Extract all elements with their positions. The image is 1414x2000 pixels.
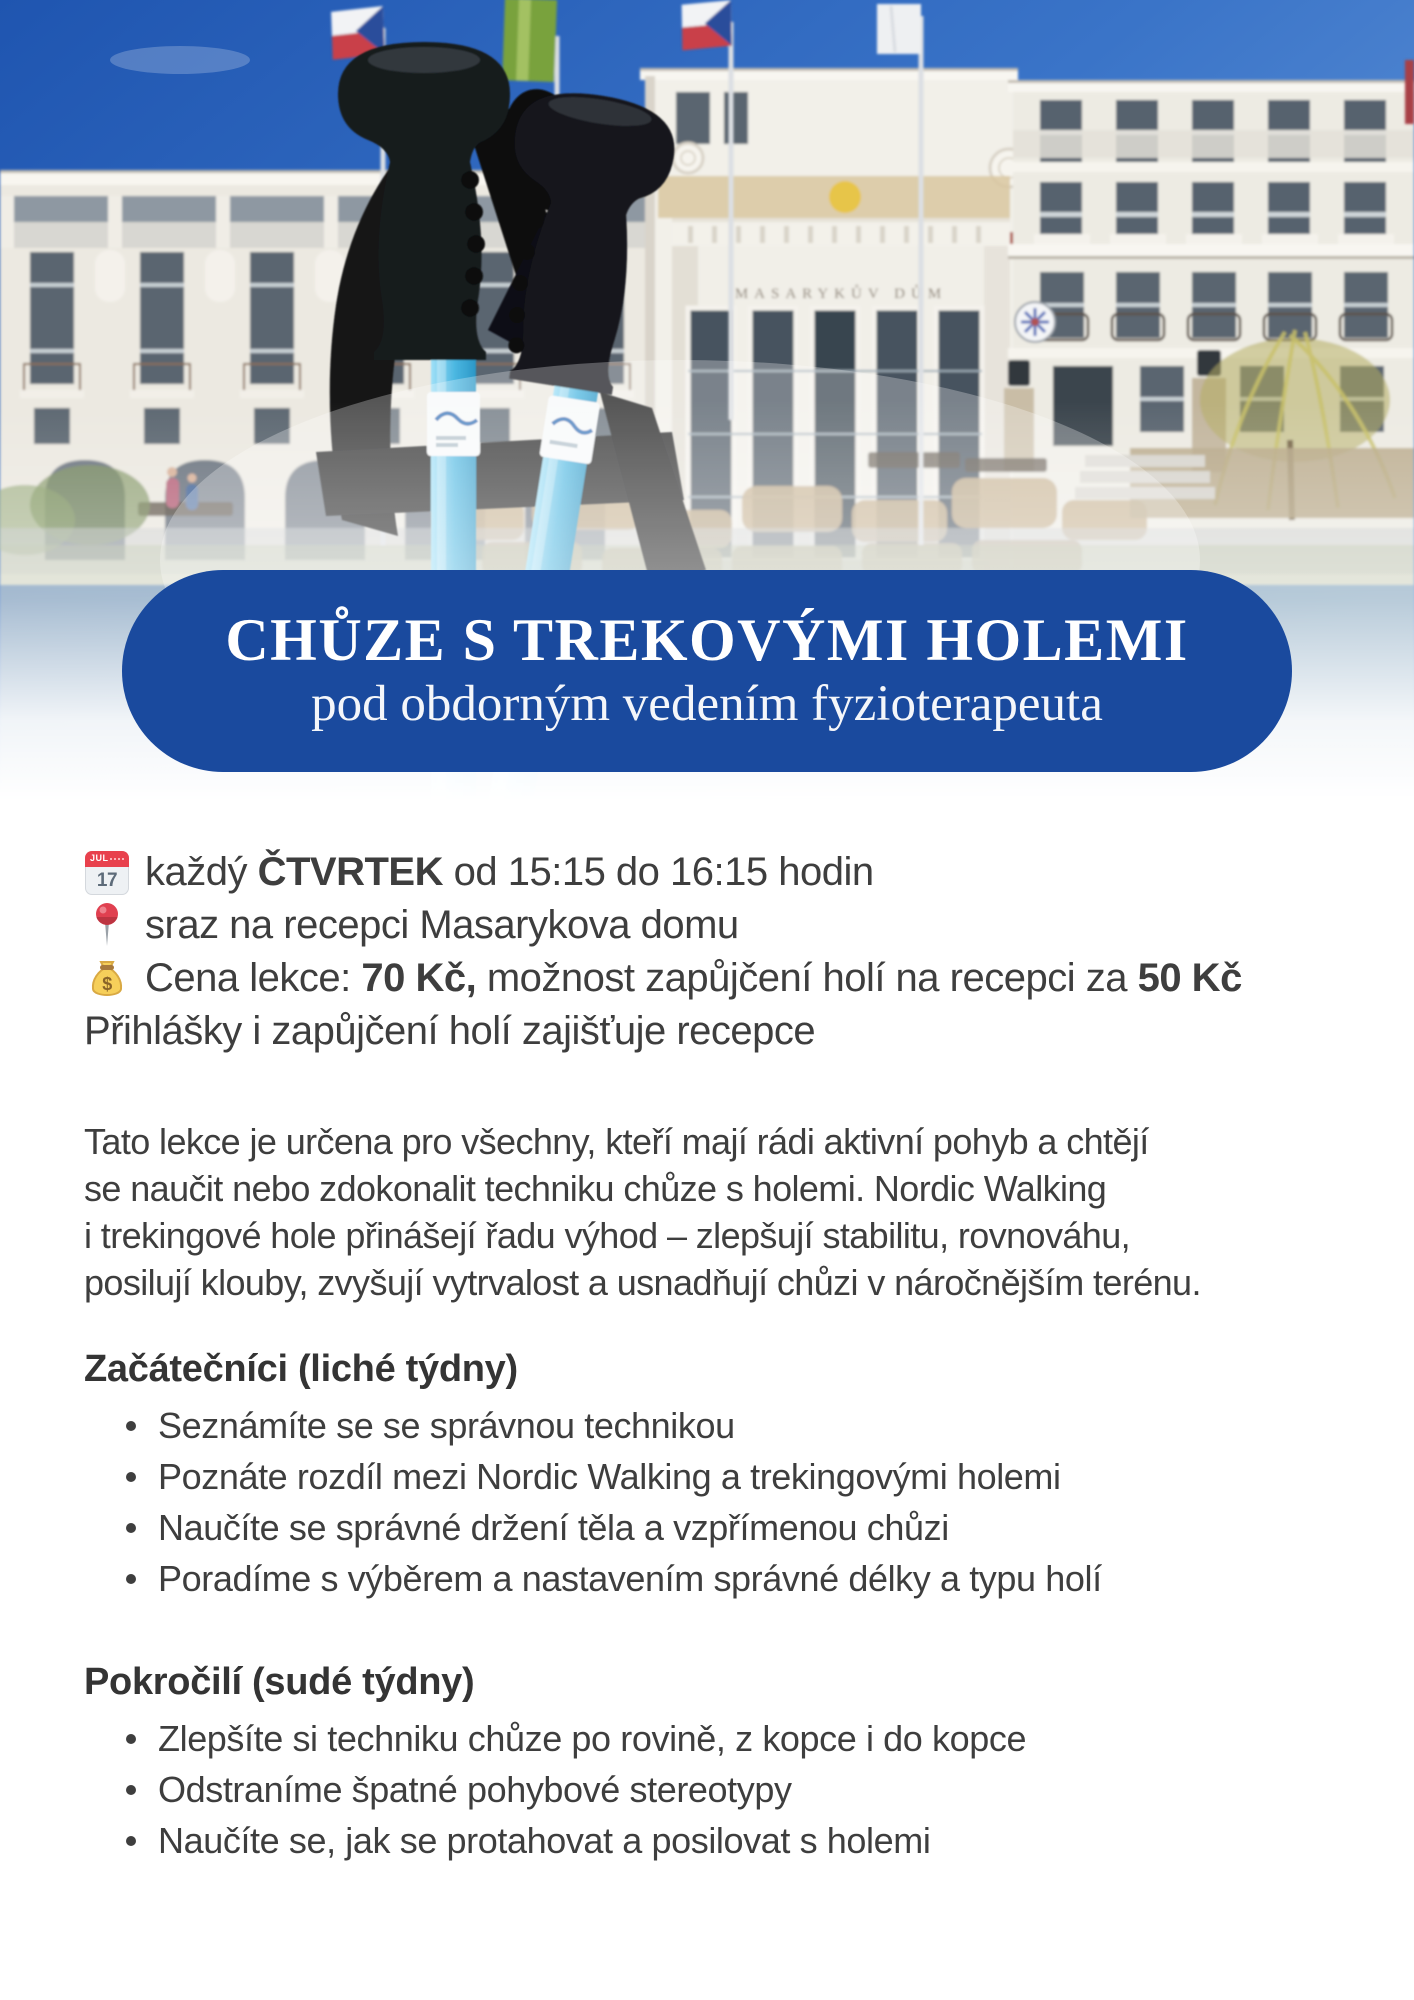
list-item [84,1502,1374,1553]
building-sign: MASARYKŮV DŮM [734,286,948,302]
moneybag-icon [85,956,129,1002]
registration-line [84,1005,1374,1058]
advanced-heading: Pokročilí (sudé týdny) [84,1661,475,1703]
price-text: Cena lekce: 70 Kč, možnost zapůjčení holí na recepci za 50 Kč [145,956,1242,1000]
green-flag [502,0,557,82]
white-flag [877,4,921,54]
calendar-month: JUL [90,853,109,863]
intro-paragraph: Tato lekce je určena pro všechny, kteří mají rádi aktivní pohyb a chtějí se naučit nebo zdokonalit techniku chůze s holemi. Nordic Walking i trekingové hole přinášejí řadu výhod – zlepšují stabilitu, rovnováhu, posilují klouby, zvyšují vytrvalost a usnadňují chůzi v náročnějším terénu. [84,1121,1201,1303]
list-item-text: Poznáte rozdíl mezi Nordic Walking a trekingovými holemi [158,1456,1061,1497]
schedule-text: každý ČTVRTEK od 15:15 do 16:15 hodin [145,850,874,894]
beginners-heading: Začátečníci (liché týdny) [84,1348,518,1390]
list-item [84,1713,1374,1764]
list-item-text: Poradíme s výběrem a nastavením správné délky a typu holí [158,1558,1102,1599]
registration-text: Přihlášky i zapůjčení holí zajišťuje recepce [84,1009,816,1053]
advanced-list [84,1713,1374,1866]
calendar-icon [85,851,129,895]
svg-text:$: $ [102,973,112,994]
list-item [84,1400,1374,1451]
list-item [84,1764,1374,1815]
red-flag [1405,60,1414,124]
list-item-text: Naučíte se správné držení těla a vzpřímenou chůzi [158,1507,949,1548]
list-item [84,1451,1374,1502]
price-line [84,952,1374,1005]
meeting-point-line [84,899,1374,952]
list-item-text: Odstraníme špatné pohybové stereotypy [158,1769,792,1810]
czech-flag [682,0,732,50]
list-item-text: Seznámíte se se správnou technikou [158,1405,735,1446]
beginners-list [84,1400,1374,1604]
calendar-day: 17 [96,870,118,891]
list-item-text: Naučíte se, jak se protahovat a posilovat s holemi [158,1820,931,1861]
list-item [84,1815,1374,1866]
banner-title: CHŮZE S TREKOVÝMI HOLEMI [225,606,1189,673]
meeting-point-text: sraz na recepci Masarykova domu [145,903,739,947]
title-banner [122,570,1292,772]
list-item [84,1553,1374,1604]
flyer-content [84,846,1374,1866]
pushpin-icon [94,902,120,950]
list-item-text: Zlepšíte si techniku chůze po rovině, z kopce i do kopce [158,1718,1027,1759]
schedule-line [84,846,1374,899]
banner-subtitle: pod obdorným vedením fyzioterapeuta [311,676,1103,733]
